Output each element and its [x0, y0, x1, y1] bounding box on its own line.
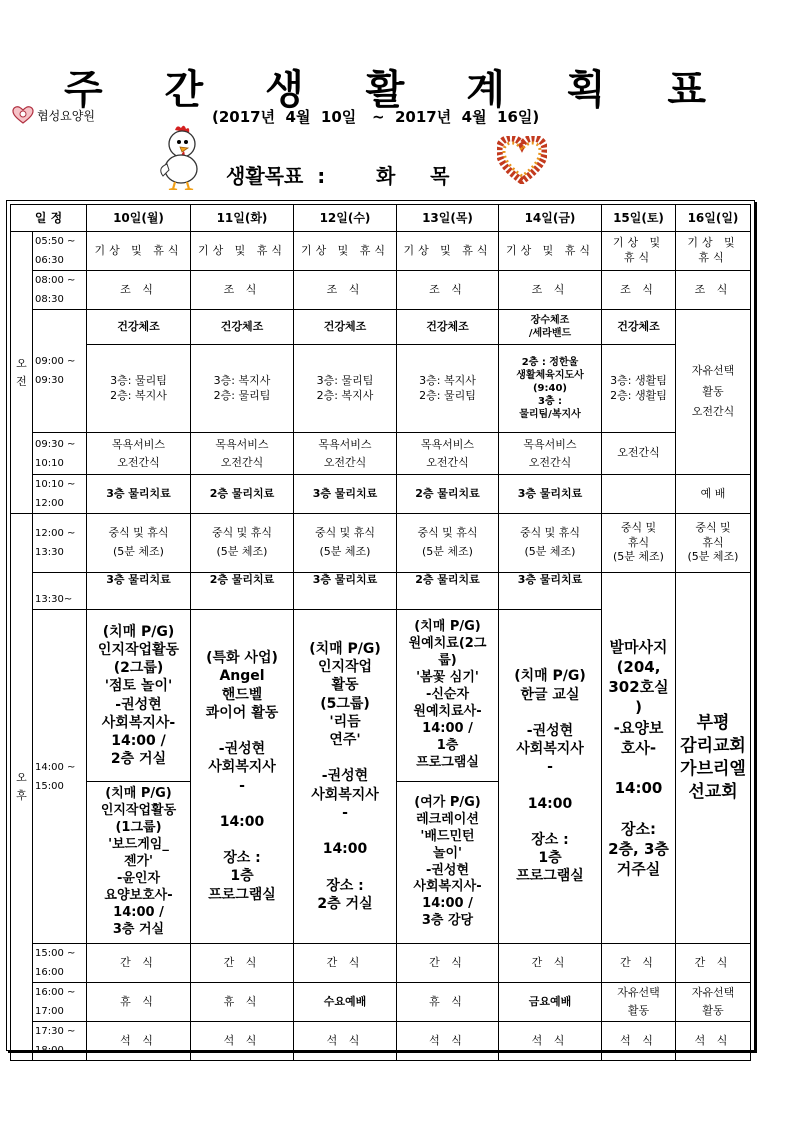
cell-bath-tue: 목욕서비스 오전간식 — [191, 433, 294, 475]
cell-bath-fri: 목욕서비스 오전간식 — [499, 433, 602, 475]
cell-wake-sat: 기상 및 휴식 — [602, 232, 676, 271]
goal-label: 생활목표 : — [226, 164, 326, 188]
day-sat: 15일(토) — [602, 205, 676, 232]
time-cell: 15:00 ~ 16:00 — [33, 944, 87, 983]
cell-rest-mon: 휴 식 — [87, 983, 191, 1022]
time-cell: 14:00 ~ 15:00 — [33, 610, 87, 944]
cell-exercise-wed: 건강체조 — [294, 310, 397, 345]
cell-breakfast-mon: 조 식 — [87, 271, 191, 310]
time-cell: 13:30~ — [33, 573, 87, 610]
cell-snack-tue: 간 식 — [191, 944, 294, 983]
cell-therapy-tue: 3층: 복지사 2층: 물리팀 — [191, 345, 294, 433]
cell-dinner-fri: 석 식 — [499, 1022, 602, 1061]
chicken-mascot-icon — [155, 124, 207, 190]
cell-breakfast-sun: 조 식 — [676, 271, 751, 310]
cell-breakfast-tue: 조 식 — [191, 271, 294, 310]
table-row — [11, 345, 751, 433]
day-wed: 12일(수) — [294, 205, 397, 232]
cell-program-mon-b: (치매 P/G) 인지작업활동 (1그룹) '보드게임_ 젠가' -윤인자 요양보호사- 14:00 / 3층 거실 — [87, 782, 191, 944]
cell-lunch-thu: 중식 및 휴식 (5분 체조) — [397, 514, 499, 573]
cell-breakfast-wed: 조 식 — [294, 271, 397, 310]
cell-rest-fri: 금요예배 — [499, 983, 602, 1022]
time-cell: 10:10 ~ 12:00 — [33, 475, 87, 514]
cell-rest-sun: 자유선택 활동 — [676, 983, 751, 1022]
cell-physio-pm-fri: 3층 물리치료 — [499, 573, 602, 610]
cell-physio-pm-mon: 3층 물리치료 — [87, 573, 191, 610]
cell-therapy-sat: 3층: 생활팀 2층: 생활팀 — [602, 345, 676, 433]
cell-lunch-fri: 중식 및 휴식 (5분 체조) — [499, 514, 602, 573]
table-row — [11, 1022, 751, 1061]
cell-dinner-tue: 석 식 — [191, 1022, 294, 1061]
cell-lunch-sat: 중식 및 휴식 (5분 체조) — [602, 514, 676, 573]
cell-snack-mon: 간 식 — [87, 944, 191, 983]
table-row — [11, 983, 751, 1022]
cell-program-sun: 부평 감리교회 가브리엘 선교회 — [676, 573, 751, 944]
cell-wake-mon: 기상 및 휴식 — [87, 232, 191, 271]
table-row — [11, 433, 751, 475]
cell-program-mon-a: (치매 P/G) 인지작업활동 (2그룹) '점토 놀이' -권성현 사회복지사- 14:00 / 2층 거실 — [87, 610, 191, 782]
cell-program-thu-b: (여가 P/G) 레크레이션 '배드민턴 놀이' -권성현 사회복지사- 14:00 / 3층 강당 — [397, 782, 499, 944]
cell-physio-am-mon: 3층 물리치료 — [87, 475, 191, 514]
cell-physio-pm-tue: 2층 물리치료 — [191, 573, 294, 610]
schedule-period: (2017년 4월 10일 ~ 2017년 4월 16일) — [212, 108, 540, 126]
cell-bath-sat: 오전간식 — [602, 433, 676, 475]
time-cell: 05:50 ~ 06:30 — [33, 232, 87, 271]
time-cell: 16:00 ~ 17:00 — [33, 983, 87, 1022]
time-cell: 08:00 ~ 08:30 — [33, 271, 87, 310]
goal-value: 화 목 — [376, 164, 450, 188]
cell-physio-am-wed: 3층 물리치료 — [294, 475, 397, 514]
cell-dinner-wed: 석 식 — [294, 1022, 397, 1061]
table-row — [11, 475, 751, 514]
time-cell: 09:00 ~ 09:30 — [33, 310, 87, 433]
section-morning: 오 전 — [11, 232, 33, 514]
cell-physio-am-tue: 2층 물리치료 — [191, 475, 294, 514]
table-row — [11, 573, 751, 610]
page-title: 주 간 생 활 계 획 표 — [63, 66, 731, 113]
cell-rest-thu: 휴 식 — [397, 983, 499, 1022]
cell-snack-fri: 간 식 — [499, 944, 602, 983]
cell-wake-wed: 기상 및 휴식 — [294, 232, 397, 271]
cell-snack-thu: 간 식 — [397, 944, 499, 983]
time-cell: 17:30 ~ 18:00 — [33, 1022, 87, 1061]
cell-rest-tue: 휴 식 — [191, 983, 294, 1022]
cell-therapy-thu: 3층: 복지사 2층: 물리팀 — [397, 345, 499, 433]
facility-name: 협성요양원 — [37, 108, 95, 123]
table-row-header — [11, 205, 751, 232]
cell-wake-fri: 기상 및 휴식 — [499, 232, 602, 271]
day-thu: 13일(목) — [397, 205, 499, 232]
weekly-schedule-table — [10, 204, 751, 1061]
table-row — [11, 232, 751, 271]
cell-breakfast-sat: 조 식 — [602, 271, 676, 310]
cell-lunch-sun: 중식 및 휴식 (5분 체조) — [676, 514, 751, 573]
flower-heart-icon — [497, 136, 547, 184]
cell-bath-mon: 목욕서비스 오전간식 — [87, 433, 191, 475]
day-mon: 10일(월) — [87, 205, 191, 232]
cell-exercise-mon: 건강체조 — [87, 310, 191, 345]
cell-dinner-mon: 석 식 — [87, 1022, 191, 1061]
time-cell: 09:30 ~ 10:10 — [33, 433, 87, 475]
table-row — [11, 944, 751, 983]
cell-breakfast-fri: 조 식 — [499, 271, 602, 310]
header-corner: 일 정 — [11, 205, 87, 232]
table-row — [11, 271, 751, 310]
cell-physio-am-sat — [602, 475, 676, 514]
facility-logo — [12, 106, 95, 124]
cell-snack-sun: 간 식 — [676, 944, 751, 983]
cell-lunch-tue: 중식 및 휴식 (5분 체조) — [191, 514, 294, 573]
cell-program-fri: (치매 P/G) 한글 교실 -권성현 사회복지사 - 14:00 장소 : 1층 프로그램실 — [499, 610, 602, 944]
cell-bath-thu: 목욕서비스 오전간식 — [397, 433, 499, 475]
cell-exercise-thu: 건강체조 — [397, 310, 499, 345]
cell-breakfast-thu: 조 식 — [397, 271, 499, 310]
cell-physio-pm-thu: 2층 물리치료 — [397, 573, 499, 610]
cell-sunday-morning: 자유선택 활동 오전간식 — [676, 310, 751, 475]
cell-wake-sun: 기상 및 휴식 — [676, 232, 751, 271]
cell-therapy-wed: 3층: 물리팀 2층: 복지사 — [294, 345, 397, 433]
cell-physio-pm-wed: 3층 물리치료 — [294, 573, 397, 610]
cell-program-tue: (특화 사업) Angel 핸드벨 콰이어 활동 -권성현 사회복지사 - 14:00 장소 : 1층 프로그램실 — [191, 610, 294, 944]
cell-program-sat: 발마사지 (204, 302호실 ) -요양보 호사- 14:00 장소: 2층, 3층 거주실 — [602, 573, 676, 944]
table-row — [11, 310, 751, 345]
cell-physio-am-fri: 3층 물리치료 — [499, 475, 602, 514]
cell-wake-thu: 기상 및 휴식 — [397, 232, 499, 271]
day-fri: 14일(금) — [499, 205, 602, 232]
section-afternoon: 오 후 — [11, 514, 33, 1061]
day-sun: 16일(일) — [676, 205, 751, 232]
cell-rest-sat: 자유선택 활동 — [602, 983, 676, 1022]
cell-exercise-tue: 건강체조 — [191, 310, 294, 345]
cell-snack-sat: 간 식 — [602, 944, 676, 983]
cell-dinner-thu: 석 식 — [397, 1022, 499, 1061]
cell-rest-wed: 수요예배 — [294, 983, 397, 1022]
cell-program-thu-a: (치매 P/G) 원예치료(2그 룹) '봄꽃 심기' -신순자 원예치료사- 14:00 / 1층 프로그램실 — [397, 610, 499, 782]
cell-exercise-sat: 건강체조 — [602, 310, 676, 345]
cell-lunch-mon: 중식 및 휴식 (5분 체조) — [87, 514, 191, 573]
cell-therapy-fri: 2층 : 정한울 생활체육지도사 (9:40) 3층 : 물리팀/복지사 — [499, 345, 602, 433]
cell-therapy-mon: 3층: 물리팀 2층: 복지사 — [87, 345, 191, 433]
cell-physio-am-thu: 2층 물리치료 — [397, 475, 499, 514]
day-tue: 11일(화) — [191, 205, 294, 232]
cell-dinner-sun: 석 식 — [676, 1022, 751, 1061]
cell-bath-wed: 목욕서비스 오전간식 — [294, 433, 397, 475]
heart-logo-icon — [12, 106, 34, 124]
table-row — [11, 514, 751, 573]
time-cell: 12:00 ~ 13:30 — [33, 514, 87, 573]
cell-program-wed: (치매 P/G) 인지작업 활동 (5그룹) '리듬 연주' -권성현 사회복지사 - 14:00 장소 : 2층 거실 — [294, 610, 397, 944]
cell-dinner-sat: 석 식 — [602, 1022, 676, 1061]
cell-worship-sun: 예 배 — [676, 475, 751, 514]
cell-lunch-wed: 중식 및 휴식 (5분 체조) — [294, 514, 397, 573]
cell-exercise-fri: 장수체조 /세라밴드 — [499, 310, 602, 345]
cell-wake-tue: 기상 및 휴식 — [191, 232, 294, 271]
cell-snack-wed: 간 식 — [294, 944, 397, 983]
